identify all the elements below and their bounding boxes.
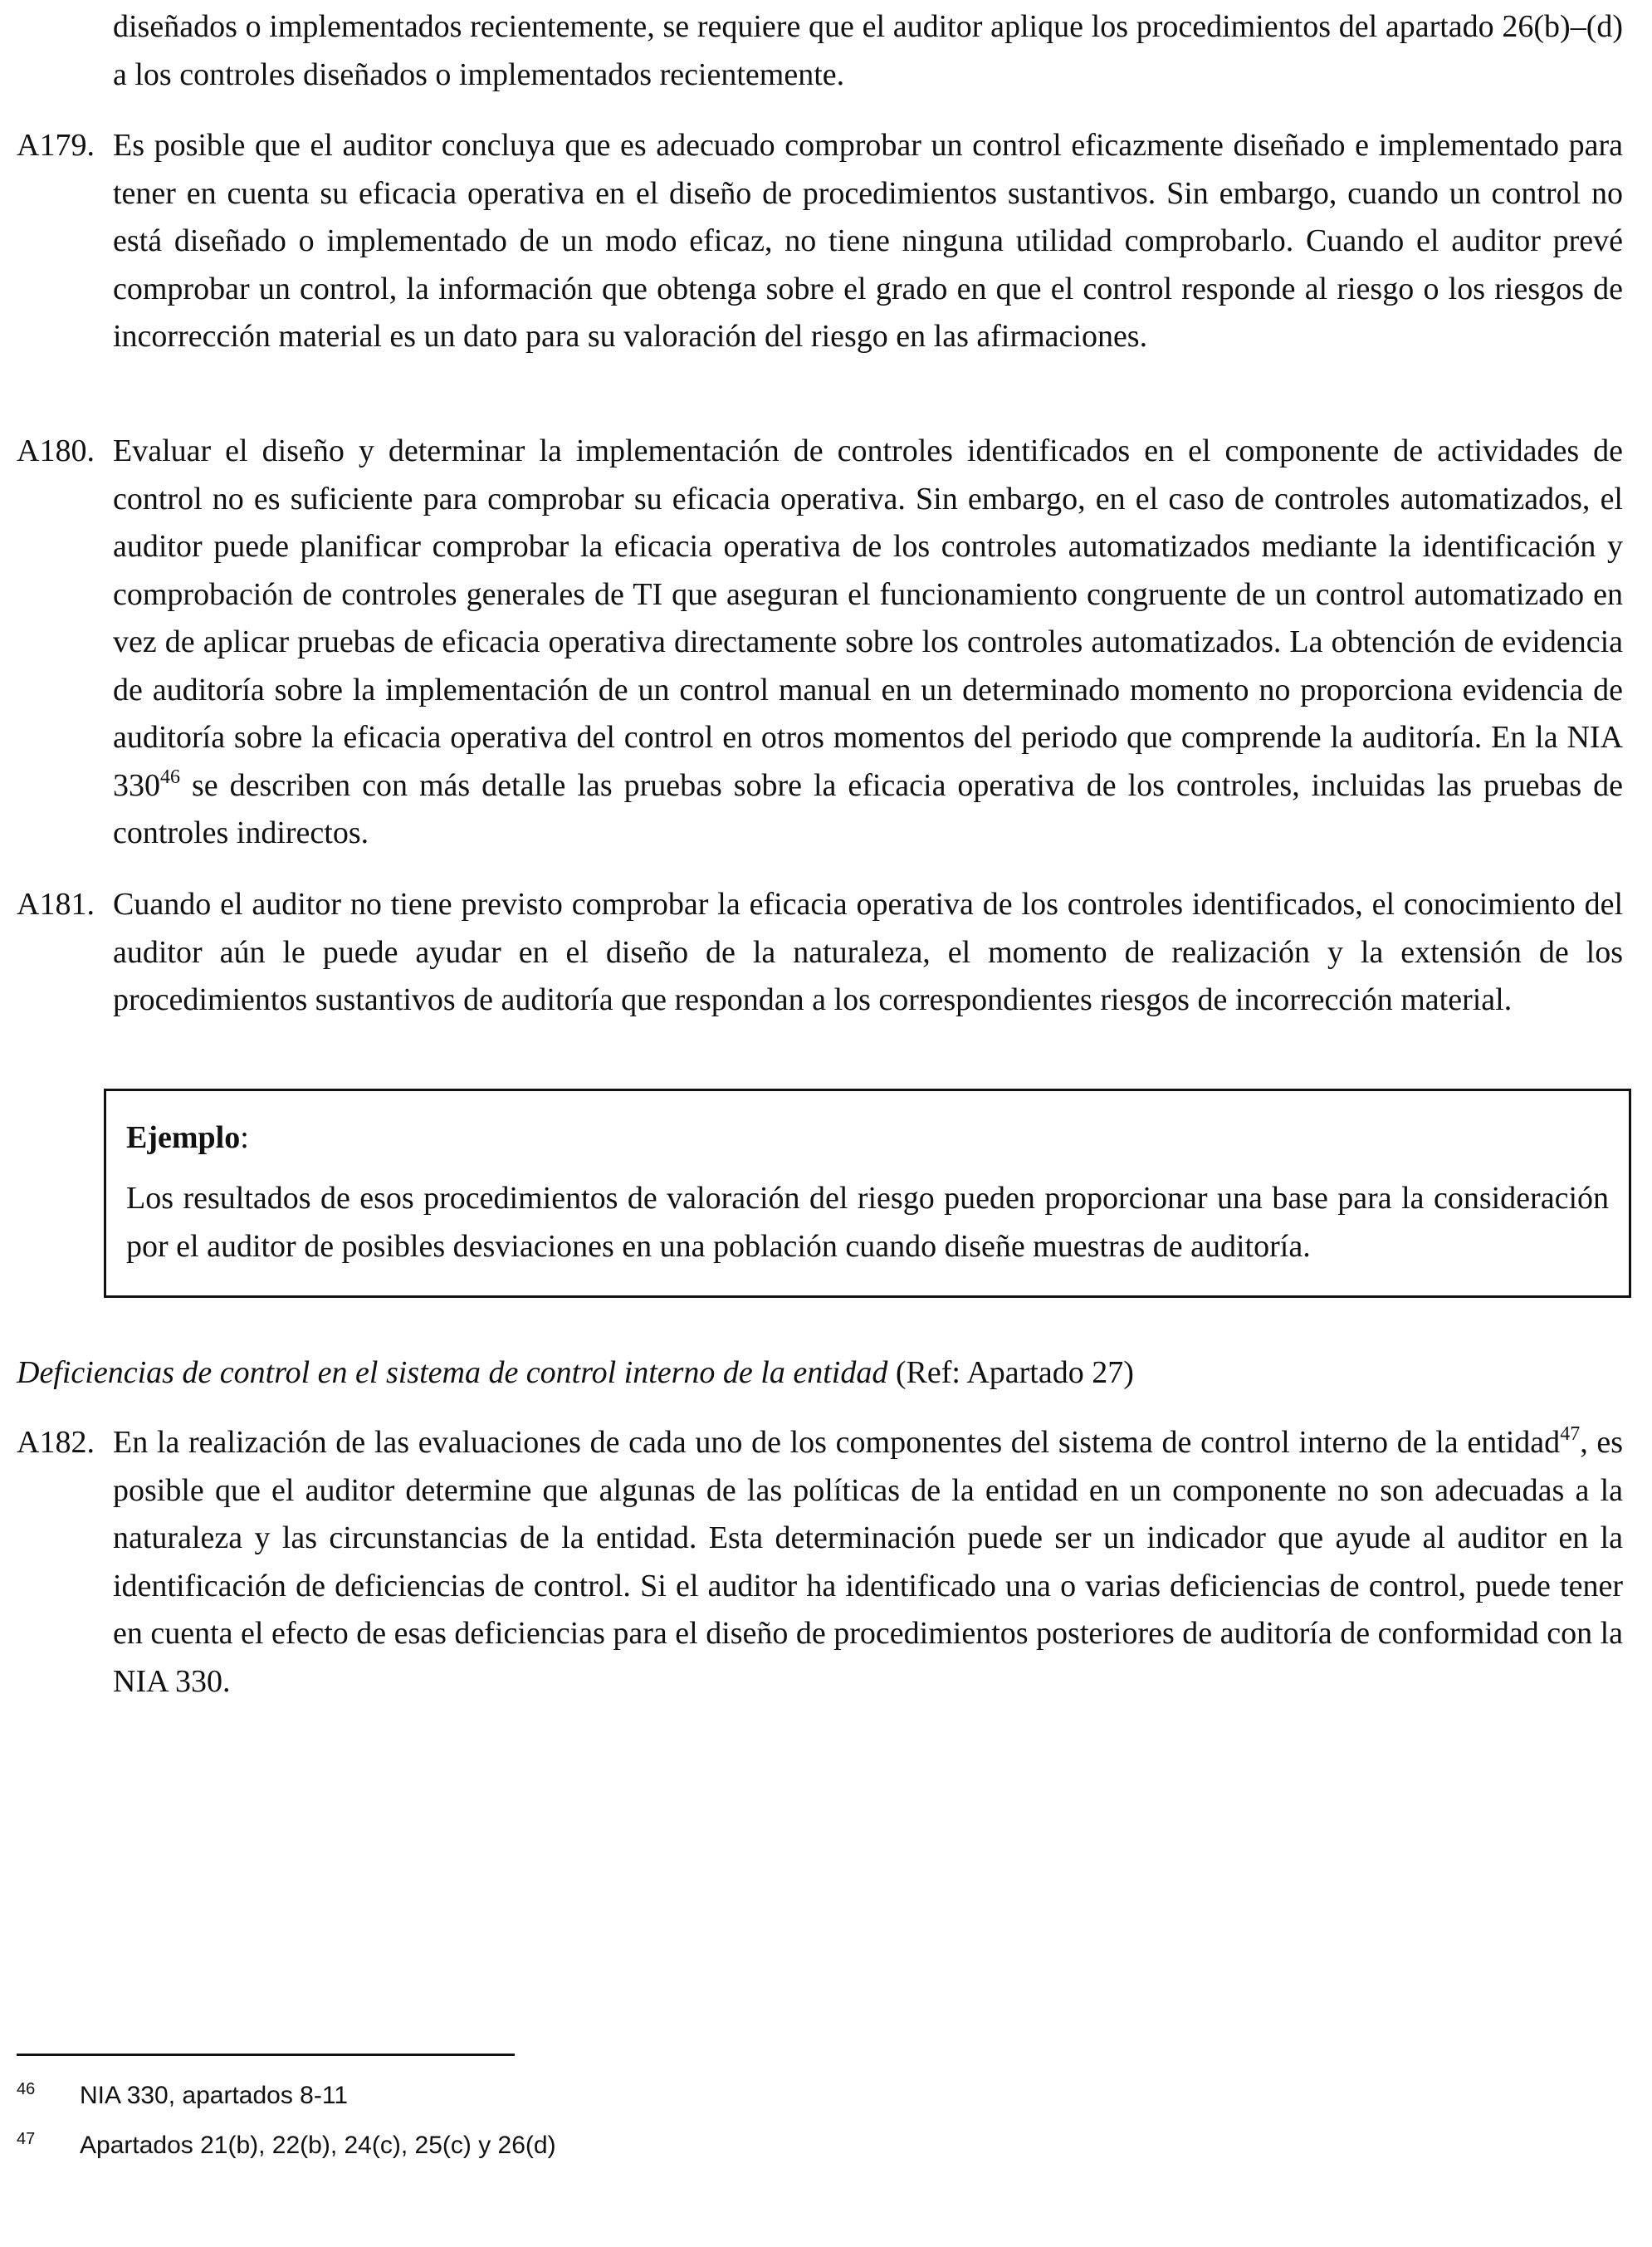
- example-box: [104, 1089, 1631, 1298]
- paragraph-a180: [17, 428, 1623, 858]
- paragraph-number: A182.: [17, 1425, 95, 1460]
- footnote-47: [17, 2129, 556, 2162]
- continuation-paragraph: [17, 3, 1623, 99]
- paragraph-number: A179.: [17, 128, 95, 163]
- footnote-ref-47[interactable]: 47: [1560, 1423, 1581, 1445]
- section-heading: [17, 1349, 1134, 1397]
- paragraph-text-part: se describen con más detalle las pruebas sobre la eficacia operativa de los controles, incluidas las pruebas de controles indirectos.: [113, 767, 1623, 850]
- footnote-mark: 46: [17, 2080, 36, 2098]
- example-title-label: Ejemplo: [126, 1120, 241, 1155]
- paragraph-text: Es posible que el auditor concluya que es adecuado comprobar un control eficazmente diseñado e implementado para tener en cuenta su eficacia operativa en el diseño de procedimientos sustantivos. Sin embargo, cuando un control no está diseñado o implementado de un modo eficaz, no tiene ninguna utilidad comprobarlo. Cuando el auditor prevé comprobar un control, la información que obtenga sobre el grado en que el control responde al riesgo o los riesgos de incorrección material es un dato para su valoración del riesgo en las afirmaciones.: [113, 128, 1623, 354]
- footnote-text: NIA 330, apartados 8-11: [80, 2082, 348, 2109]
- example-text: Los resultados de esos procedimientos de valoración del riesgo pueden proporcionar una base para la consideración por el auditor de posibles desviaciones en una población cuando diseñe muestras de auditoría.: [126, 1181, 1609, 1264]
- footnote-separator: [17, 2054, 515, 2056]
- paragraph-text-part: Evaluar el diseño y determinar la implementación de controles identificados en el componente de actividades de control no es suficiente para comprobar su eficacia operativa. Sin embargo, en el caso de controles automatizados, el auditor puede planificar comprobar la eficacia operativa de los controles automatizados mediante la identificación y comprobación de controles generales de TI que aseguran el funcionamiento congruente de un control automatizado en vez de aplicar pruebas de eficacia operativa directamente sobre los controles automatizados. La obtención de evidencia de auditoría sobre la implementación de un control manual en un determinado momento no proporciona evidencia de auditoría sobre la eficacia operativa del control en otros momentos del periodo que comprende la auditoría. En la NIA 330: [113, 433, 1623, 803]
- paragraph-text: [113, 1419, 1623, 1706]
- footnote-mark: 47: [17, 2130, 36, 2148]
- footnote-text: Apartados 21(b), 22(b), 24(c), 25(c) y 26(d): [80, 2132, 556, 2159]
- paragraph-text-part: , es posible que el auditor determine que algunas de las políticas de la entidad en un componente no son adecuadas a la naturaleza y las circunstancias de la entidad. Esta determinación puede ser un indicador que ayude al auditor en la identificación de deficiencias de control. Si el auditor ha identificado una o varias deficiencias de control, puede tener en cuenta el efecto de esas deficiencias para el diseño de procedimientos posteriores de auditoría de conformidad con la NIA 330.: [113, 1425, 1624, 1699]
- paragraph-a181: [17, 881, 1623, 1025]
- example-title: [126, 1114, 1609, 1162]
- paragraph-number: A180.: [17, 433, 95, 468]
- section-reference: (Ref: Apartado 27): [887, 1355, 1134, 1390]
- section-title: Deficiencias de control en el sistema de control interno de la entidad: [17, 1355, 888, 1390]
- paragraph-a179: [17, 122, 1623, 361]
- footnote-46: [17, 2079, 348, 2112]
- example-title-colon: :: [240, 1120, 249, 1155]
- paragraph-text: Cuando el auditor no tiene previsto comprobar la eficacia operativa de los controles identificados, el conocimiento del auditor aún le puede ayudar en el diseño de la naturaleza, el momento de realización y la extensión de los procedimientos sustantivos de auditoría que respondan a los correspondientes riesgos de incorrección material.: [113, 887, 1623, 1017]
- paragraph-number: A181.: [17, 887, 95, 922]
- paragraph-text: diseñados o implementados recientemente, se requiere que el auditor aplique los procedimientos del apartado 26(b)–(d) a los controles diseñados o implementados recientemente.: [113, 9, 1623, 92]
- paragraph-a182: [17, 1419, 1623, 1706]
- footnote-ref-46[interactable]: 46: [160, 766, 180, 788]
- paragraph-text-part: En la realización de las evaluaciones de cada uno de los componentes del sistema de control interno de la entidad: [113, 1425, 1561, 1460]
- paragraph-text: [113, 428, 1623, 858]
